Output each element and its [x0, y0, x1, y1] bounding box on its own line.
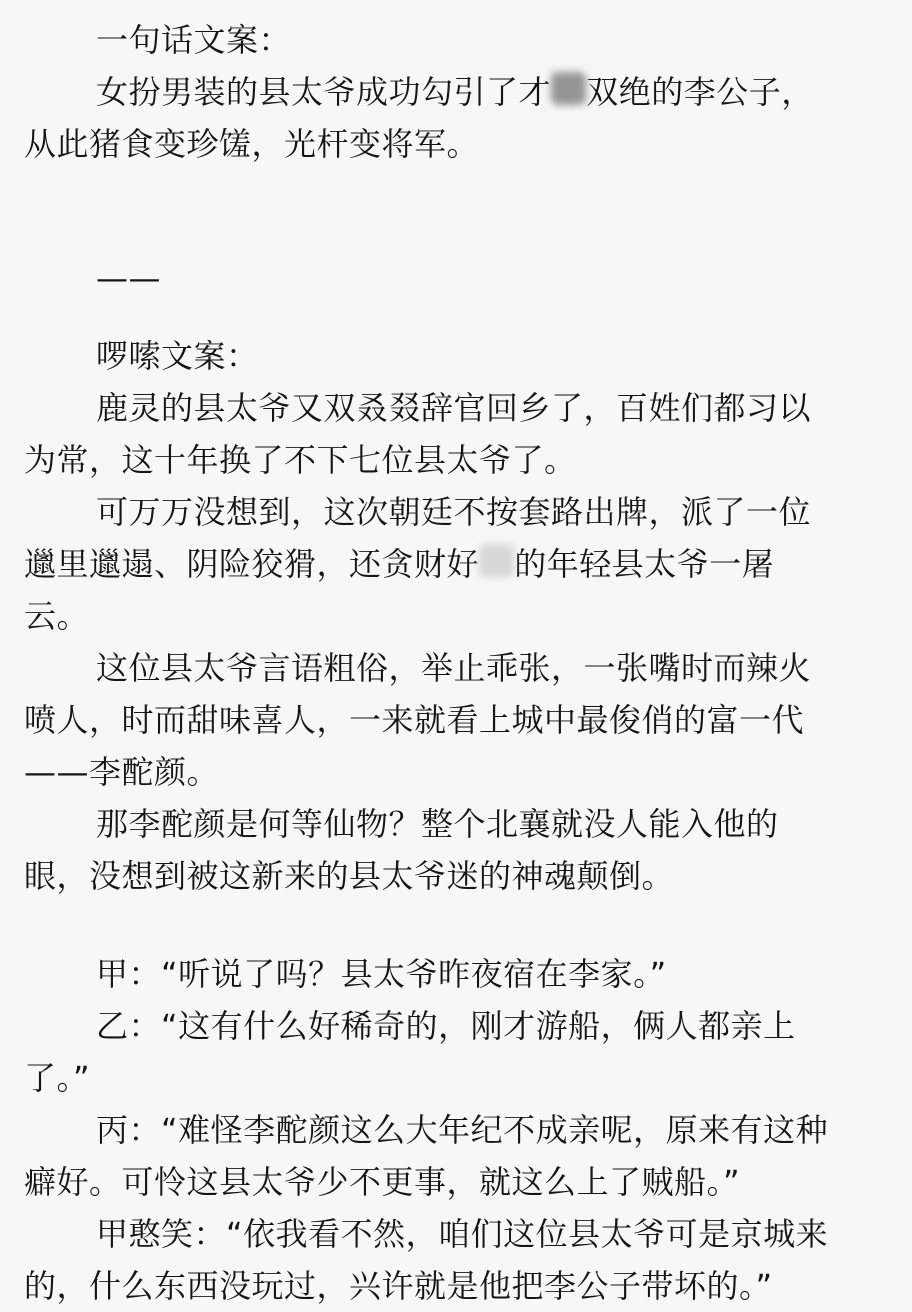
paragraph-3-line-1: 这位县太爷言语粗俗，举止乖张，一张嘴时而辣火 [96, 649, 812, 687]
paragraph-3-line-2: 喷人，时而甜味喜人，一来就看上城中最俊俏的富一代 [24, 701, 805, 739]
paragraph-4-line-2: 眼，没想到被这新来的县太爷迷的神魂颠倒。 [24, 857, 675, 895]
dialogue-2-line-2: 了。” [24, 1059, 91, 1097]
dialogue-3-line-2: 癖好。可怜这县太爷少不更事，就这么上了贼船。” [24, 1163, 741, 1201]
summary-line-2: 从此猪食变珍馐，光杆变将军。 [24, 125, 480, 163]
blurred-character [551, 72, 586, 106]
dialogue-1: 甲：“听说了吗？县太爷昨夜宿在李家。” [96, 955, 667, 993]
paragraph-2-line-2 [24, 538, 872, 590]
separator-dash: —— [96, 259, 161, 297]
spacer [24, 902, 872, 948]
paragraph-2-line-1: 可万万没想到，这次朝廷不按套路出牌，派了一位 [96, 493, 812, 531]
dialogue-4-line-2: 的，什么东西没玩过，兴许就是他把李公子带坏的。” [24, 1267, 773, 1305]
dialogue-4-line-1: 甲憨笑：“依我看不然，咱们这位县太爷可是京城来 [96, 1215, 829, 1253]
blurred-character [479, 544, 514, 578]
summary-line-1-text-b: 双绝的李公子， [586, 73, 814, 111]
dialogue-2-line-1: 乙：“这有什么好稀奇的，刚才游船，俩人都亲上 [96, 1007, 796, 1045]
paragraph-4-line-1: 那李酡颜是何等仙物？整个北襄就没人能入他的 [96, 805, 779, 843]
summary-line-1 [24, 66, 872, 118]
paragraph-2-line-3: 云。 [24, 597, 90, 635]
paragraph-1-line-2: 为常，这十年换了不下七位县太爷了。 [24, 441, 577, 479]
paragraph-1-line-1: 鹿灵的县太爷又双叒叕辞官回乡了，百姓们都习以 [96, 389, 812, 427]
paragraph-2-line-2-text-b: 的年轻县太爷一屠 [514, 545, 775, 583]
spacer [24, 170, 872, 216]
dialogue-3-line-1: 丙：“难怪李酡颜这么大年纪不成亲呢，原来有这种 [96, 1111, 829, 1149]
summary-line-1-text-a: 女扮男装的县太爷成功勾引了才 [96, 73, 552, 111]
paragraph-2-line-2-text-a: 邋里邋遢、阴险狡猾，还贪财好 [24, 545, 480, 583]
spacer [24, 304, 872, 330]
paragraph-3-line-3: ——李酡颜。 [24, 753, 220, 791]
spacer [24, 216, 872, 252]
section-heading-verbose: 啰嗦文案： [96, 337, 259, 375]
section-heading-one-line: 一句话文案： [96, 21, 292, 59]
